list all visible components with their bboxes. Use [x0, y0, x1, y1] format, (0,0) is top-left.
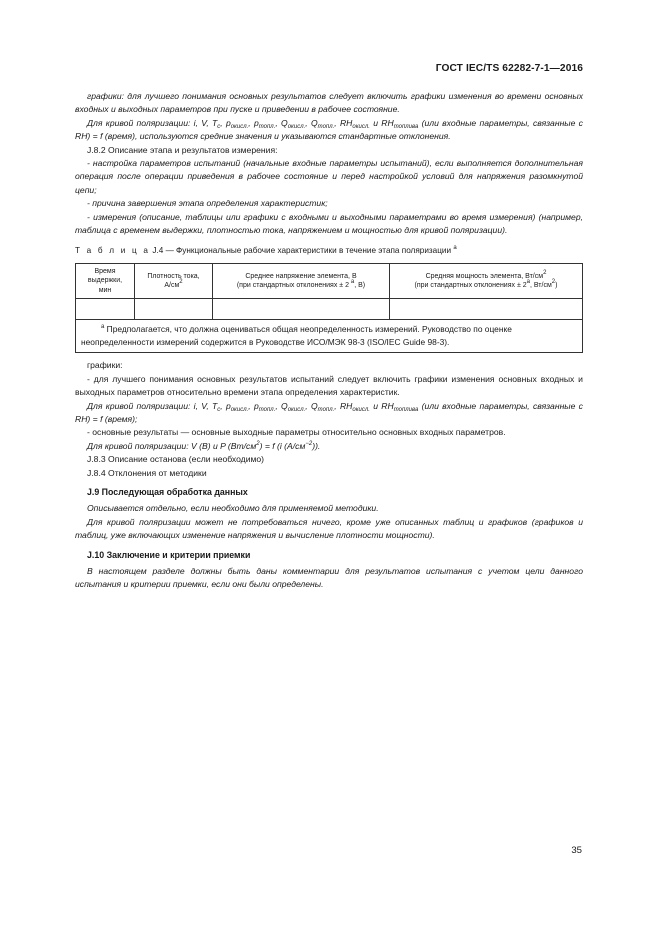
section-j10-title: J.10 Заключение и критерии приемки: [87, 549, 251, 560]
graphs-label: графики:: [87, 360, 123, 371]
table-cell: [76, 299, 135, 320]
section-j10-p1: В настоящем разделе должны быть даны комментарии для результатов испытания с учетом цели данного испытания и критерии приемки, если они были определены.: [75, 566, 583, 590]
table-note-row: [76, 320, 583, 353]
polarization-curve-paragraph-2: Для кривой поляризации: i, V, $T_c$, $p_{окисл.}$, $p_{топл.}$, $Q_{окисл.}$, $Q_{топл.}$, $RH_{окисл.}$ и $RH_{топлива}$ (или входные параметры, связанные с RH) = f (время);: [75, 400, 583, 424]
table-cell: [135, 299, 213, 320]
section-j9-p1: Описывается отдельно, если необходимо для применяемой методики.: [87, 503, 379, 514]
header-mean-voltage: Среднее напряжение элемента, В (при стандартных отклонениях ± 2 a, В): [213, 263, 390, 299]
list-item-reason: - причина завершения этапа определения характеристик;: [87, 198, 328, 209]
page-number: 35: [571, 845, 582, 856]
polarization-curve-paragraph: Для кривой поляризации: i, V, $T_c$, $p_{окисл.}$, $p_{топл.}$, $Q_{окисл.}$, $Q_{топл.}$, $RH_{окисл.}$ и $RH_{топлива}$ (или входные параметры, связанные с RH) = f (время), используются средние значения и указываются стандартные отклонения.: [75, 117, 583, 142]
table-row: [76, 299, 583, 320]
header-hold-time: Время выдержки, мин: [76, 263, 135, 299]
section-j9-p2: Для кривой поляризации может не потребоваться ничего, кроме уже описанных таблиц и графиков (графиков и таблиц, уже включающих изменение напряжения и вычисление плотности мощности).: [75, 516, 583, 541]
polarization-formula: Для кривой поляризации: V (В) и P $(Вт/см^2) = f$ (i $(А/см^{-2})$).: [87, 440, 321, 451]
clause-j8-4: J.8.4 Отклонения от методики: [87, 467, 207, 478]
table-caption: Т а б л и ц а J.4 — Функциональные рабочие характеристики в течение этапа поляризации $^a$: [75, 245, 457, 256]
header-current-density: Плотность тока, А/см2: [135, 263, 213, 299]
table-j4: [75, 263, 583, 354]
table-cell: [390, 299, 583, 320]
clause-j8-2: J.8.2 Описание этапа и результатов измерения:: [87, 144, 278, 155]
document-code-header: ГОСТ IEC/TS 62282-7-1—2016: [435, 63, 583, 74]
table-cell: [213, 299, 390, 320]
graphs-paragraph: графики: для лучшего понимания основных результатов следует включить графики изменения во времени основных входных и выходных параметров при пуске и приведении в рабочее состояние.: [75, 91, 583, 115]
list-item-settings: - настройка параметров испытаний (начальные входные параметры испытаний), если выполняется дополнительная операция после операции приведения в рабочее состояние и перед настройкой условий для напряжения разомкнутой цепи;: [75, 158, 583, 195]
list-item-measurements: - измерения (описание, таблицы или графики с входными и выходными параметрами во время измерения) (например, таблица с временем выдержки, плотностью тока, напряжением и мощностью для кривой поляризации).: [75, 211, 583, 236]
header-mean-power: Средняя мощность элемента, Вт/см2 (при стандартных отклонениях ± 2а, Вт/см2): [390, 263, 583, 299]
table-footnote: $^a$ Предполагается, что должна оцениваться общая неопределенность измерений. Руководство по оценке неопределенности измерений содержится в Руководстве ИСО/МЭК 98-3 (ISO/IEC Guide 98-3).: [76, 320, 583, 353]
main-results-item: - основные результаты — основные выходные параметры относительно основных входных параметров.: [87, 427, 506, 438]
clause-j8-3: J.8.3 Описание останова (если необходимо): [87, 454, 265, 465]
graphs-list-item: - для лучшего понимания основных результатов испытаний следует включить графики изменения основных входных и выходных параметров относительно времени этапа определения характеристик.: [75, 373, 583, 398]
section-j9-title: J.9 Последующая обработка данных: [87, 487, 248, 498]
table-header-row: [76, 263, 583, 299]
main-content: [75, 90, 583, 592]
